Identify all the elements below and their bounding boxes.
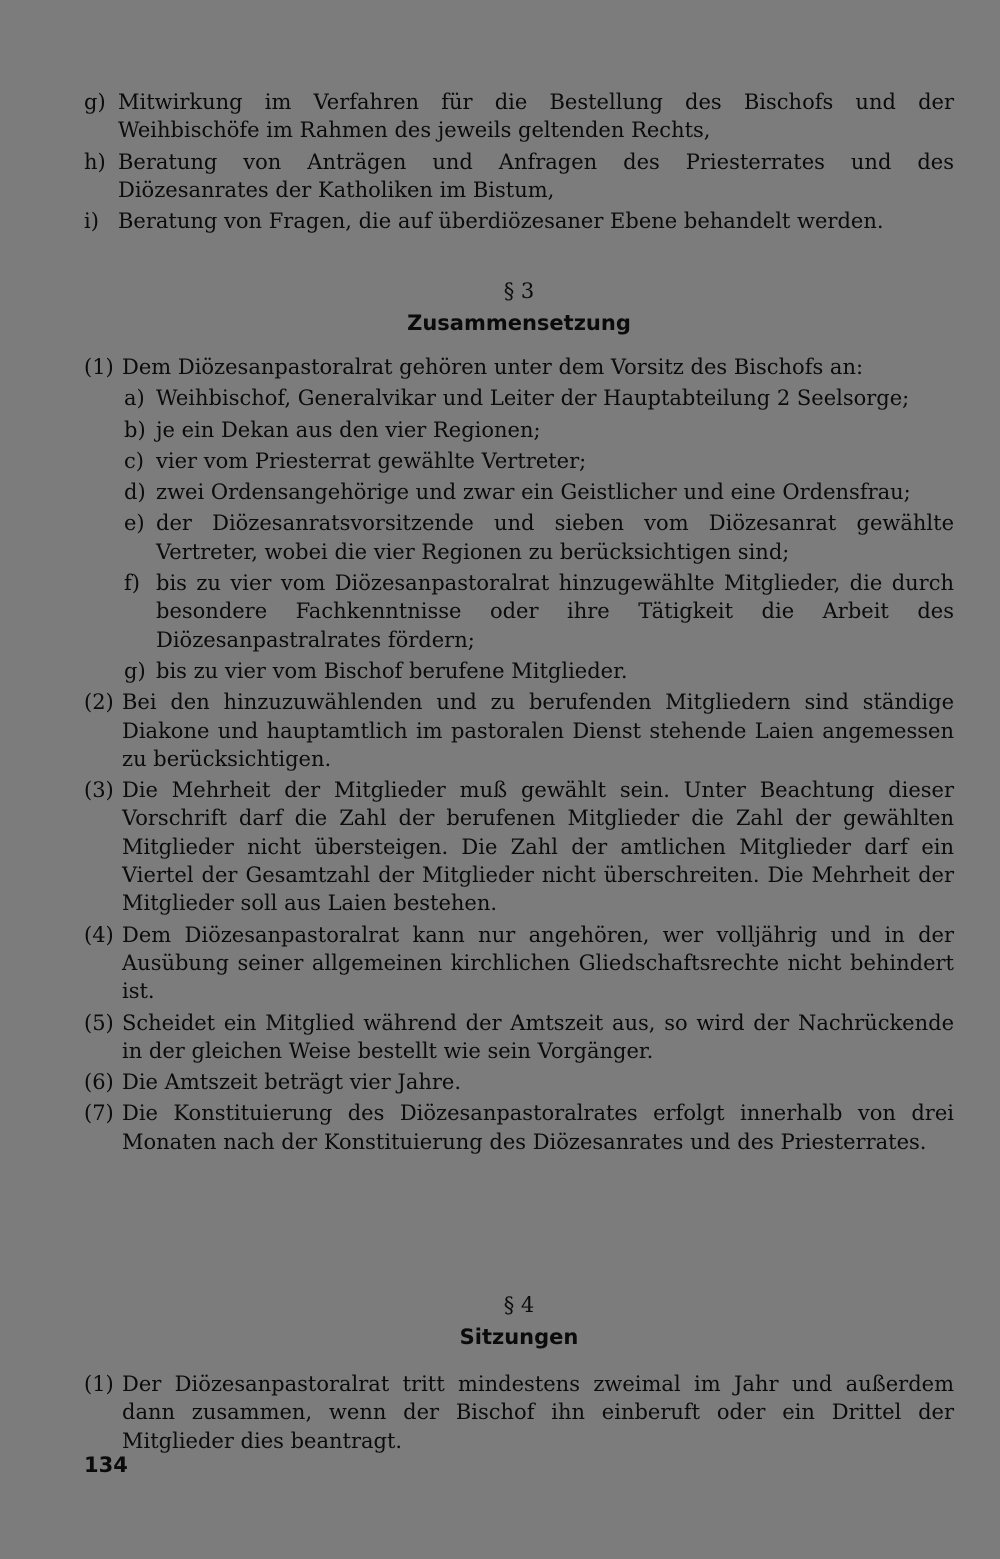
paragraph-text: Der Diözesanpastoralrat tritt mindestens zweimal im Jahr und außerdem dann zusammen, wenn der Bischof ihn einberuft oder ein Drittel der Mitglieder dies beantragt. — [122, 1372, 954, 1453]
list-text: bis zu vier vom Diözesanpastoralrat hinzugewählte Mitglieder, die durch besondere Fachkenntnisse oder ihre Tätigkeit die Arbeit des Diözesanpastralrates fördern; — [156, 571, 954, 652]
list-text: zwei Ordensangehörige und zwar ein Geistlicher und eine Ordensfrau; — [156, 480, 911, 505]
paragraph — [84, 1370, 954, 1455]
paragraph-number: (2) — [84, 690, 114, 715]
list-item — [124, 384, 954, 412]
section-number: § 3 — [503, 279, 535, 303]
paragraph — [84, 688, 954, 773]
list-text: je ein Dekan aus den vier Regionen; — [156, 417, 541, 442]
list-item — [124, 569, 954, 654]
paragraph-text: Dem Diözesanpastoralrat kann nur angehören, wer volljährig und in der Ausübung seiner allgemeinen kirchlichen Gliedschaftsrechte nicht behindert ist. — [122, 922, 954, 1004]
paragraph-number: (5) — [84, 1010, 114, 1035]
list-item — [124, 478, 954, 506]
list-marker: d) — [124, 480, 146, 505]
paragraph-text: Scheidet ein Mitglied während der Amtszeit aus, so wird der Nachrückende in der gleichen Weise bestellt wie sein Vorgänger. — [122, 1010, 954, 1063]
list-text: Beratung von Anträgen und Anfragen des Priesterrates und des Diözesanrates der Katholiken im Bistum, — [118, 149, 954, 202]
paragraph-number: (1) — [84, 1372, 114, 1396]
list-marker: b) — [124, 417, 146, 442]
list-marker: a) — [124, 386, 145, 411]
list-text: Beratung von Fragen, die auf überdiözesaner Ebene behandelt werden. — [118, 209, 884, 234]
paragraph-number: (6) — [84, 1070, 114, 1095]
list-marker: e) — [124, 511, 145, 536]
section-title: Zusammensetzung — [407, 311, 631, 335]
list-marker: h) — [84, 149, 106, 174]
paragraph — [84, 1068, 954, 1096]
list-item — [124, 447, 954, 475]
list-text: Mitwirkung im Verfahren für die Bestellung des Bischofs und der Weihbischöfe im Rahmen des jeweils geltenden Rechts, — [118, 90, 954, 143]
page-number: 134 — [84, 1453, 128, 1477]
paragraph-text: Die Konstituierung des Diözesanpastoralrates erfolgt innerhalb von drei Monaten nach der Konstituierung des Diözesanrates und des Priesterrates. — [122, 1101, 954, 1154]
list-item — [124, 509, 954, 566]
sub-list — [84, 381, 954, 685]
list-text: der Diözesanratsvorsitzende und sieben vom Diözesanrat gewählte Vertreter, wobei die vier Regionen zu berücksichtigen sind; — [156, 511, 954, 564]
paragraph-number: (1) — [84, 355, 114, 379]
list-item — [84, 207, 954, 235]
list-text: Weihbischof, Generalvikar und Leiter der Hauptabteilung 2 Seelsorge; — [156, 386, 910, 411]
list-text: bis zu vier vom Bischof berufene Mitglieder. — [156, 658, 628, 683]
list-item — [84, 88, 954, 145]
paragraph — [84, 1099, 954, 1156]
paragraph — [84, 1009, 954, 1066]
list-marker: g) — [124, 658, 146, 683]
section-3-body — [84, 353, 954, 1156]
list-item — [124, 416, 954, 444]
paragraph-number: (7) — [84, 1101, 114, 1126]
paragraph-number: (4) — [84, 922, 114, 947]
paragraph-text: Die Mehrheit der Mitglieder muß gewählt sein. Unter Beachtung dieser Vorschrift darf die Zahl der berufenen Mitglieder die Zahl der gewählten Mitglieder nicht übersteigen. Die Zahl der amtlichen Mitglieder darf ein Viertel der Gesamtzahl der Mitglieder nicht überschreiten. Die Mehrheit der Mitglieder soll aus Laien bestehen. — [122, 778, 954, 916]
top-list — [84, 88, 954, 235]
list-marker: f) — [124, 571, 140, 596]
section-4-body — [84, 1370, 954, 1455]
paragraph — [84, 921, 954, 1006]
list-marker: i) — [84, 209, 99, 234]
list-text: vier vom Priesterrat gewählte Vertreter; — [156, 448, 587, 473]
list-marker: c) — [124, 448, 144, 473]
list-item — [124, 657, 954, 685]
list-marker: g) — [84, 90, 106, 114]
paragraph — [84, 776, 954, 917]
section-number: § 4 — [503, 1293, 535, 1317]
paragraph-number: (3) — [84, 778, 114, 803]
paragraph-text: Bei den hinzuzuwählenden und zu berufenden Mitgliedern sind ständige Diakone und hauptamtlich im pastoralen Dienst stehende Laien angemessen zu berücksichtigen. — [122, 690, 954, 771]
section-title: Sitzungen — [459, 1325, 579, 1349]
list-item — [84, 148, 954, 205]
paragraph-text: Die Amtszeit beträgt vier Jahre. — [122, 1070, 462, 1095]
paragraph-text: Dem Diözesanpastoralrat gehören unter dem Vorsitz des Bischofs an: — [122, 355, 864, 379]
paragraph — [84, 353, 954, 381]
